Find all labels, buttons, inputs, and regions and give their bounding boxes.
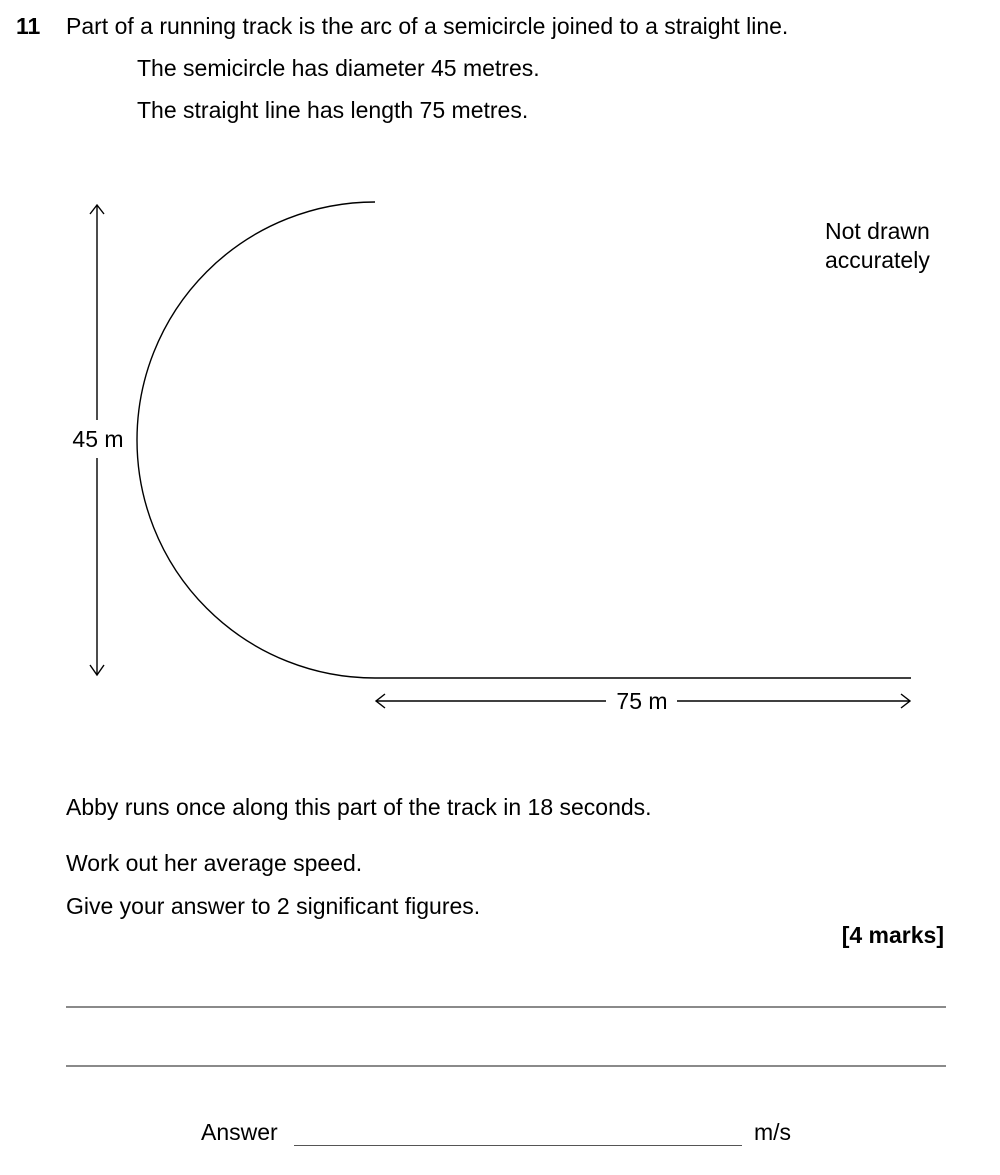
question-number: 11: [16, 13, 41, 39]
task-precision: Give your answer to 2 significant figures.: [66, 893, 481, 919]
answer-line[interactable]: [294, 1145, 742, 1146]
marks-label: [4 marks]: [841, 922, 944, 948]
note-line-1: Not drawn: [825, 218, 930, 244]
answer-label: Answer: [201, 1119, 278, 1145]
note-line-2: accurately: [825, 247, 930, 273]
question-intro: Part of a running track is the arc of a semicircle joined to a straight line.: [66, 13, 789, 39]
fact-diameter: The semicircle has diameter 45 metres.: [137, 55, 540, 81]
working-line-1[interactable]: [66, 1006, 946, 1008]
answer-unit: m/s: [754, 1119, 792, 1145]
working-line-2[interactable]: [66, 1065, 946, 1067]
length-label: 75 m: [616, 688, 668, 714]
task-instruction: Work out her average speed.: [66, 850, 363, 876]
semicircle-arc: [137, 202, 375, 678]
fact-length: The straight line has length 75 metres.: [137, 97, 529, 123]
diameter-label: 45 m: [72, 426, 124, 452]
task-scenario: Abby runs once along this part of the track in 18 seconds.: [66, 794, 652, 820]
